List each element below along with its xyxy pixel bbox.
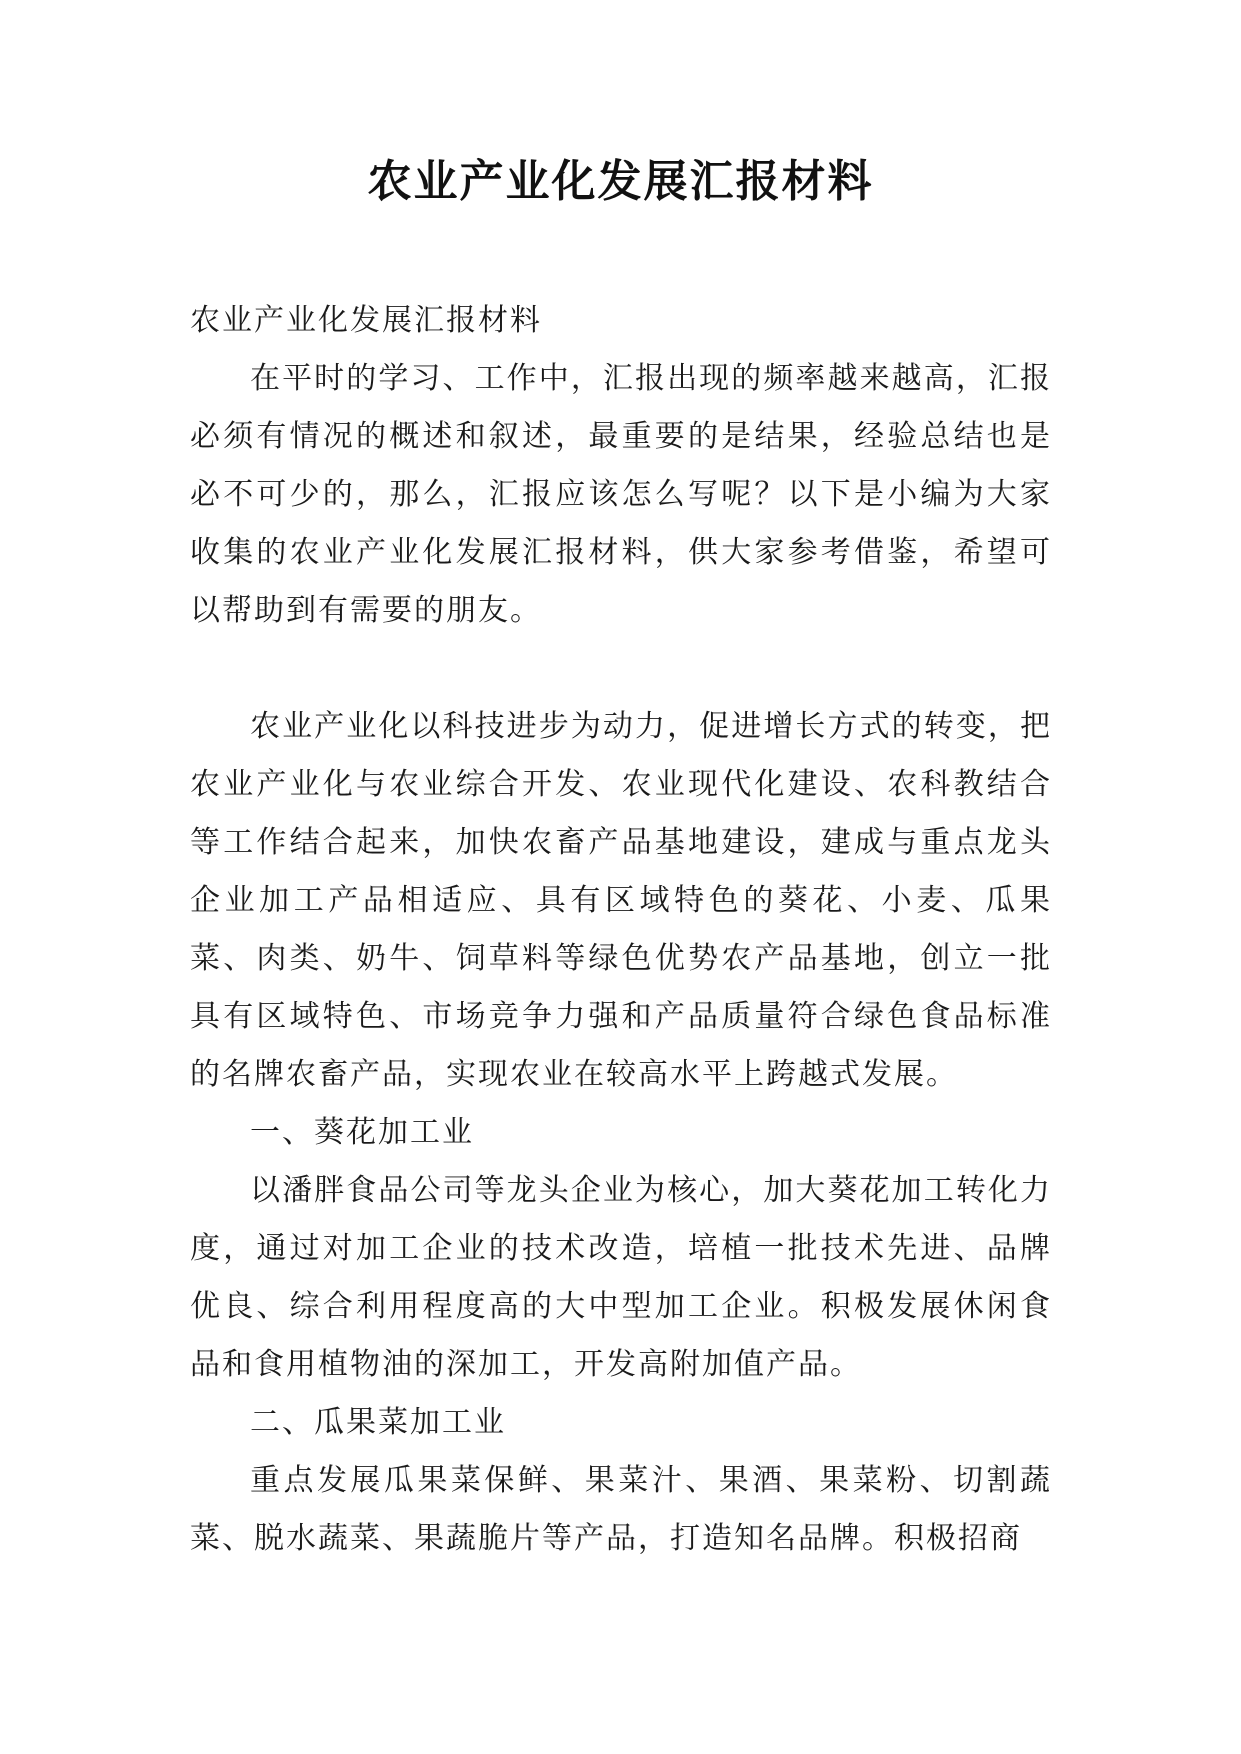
- document-title: 农业产业化发展汇报材料: [367, 156, 874, 207]
- main-paragraph: 农业产业化以科技进步为动力，促进增长方式的转变，把农业产业化与农业综合开发、农业现代化建设、农科教结合等工作结合起来，加快农畜产品基地建设，建成与重点龙头企业加工产品相适应、具有区域特色的葵花、小麦、瓜果菜、肉类、奶牛、饲草料等绿色优势农产品基地，创立一批具有区域特色、市场竞争力强和产品质量符合绿色食品标准的名牌农畜产品，实现农业在较高水平上跨越式发展。: [190, 709, 1052, 1092]
- produce-paragraph: 重点发展瓜果菜保鲜、果菜汁、果酒、果菜粉、切割蔬菜、脱水蔬菜、果蔬脆片等产品，打造知名品牌。积极招商: [190, 1463, 1052, 1556]
- document-body: [190, 292, 1052, 1568]
- document-subtitle: 农业产业化发展汇报材料: [190, 303, 542, 338]
- section-heading-sunflower: 一、葵花加工业: [250, 1115, 474, 1150]
- paragraph-spacer: [190, 640, 1052, 698]
- sunflower-paragraph: 以潘胖食品公司等龙头企业为核心，加大葵花加工转化力度，通过对加工企业的技术改造，培植一批技术先进、品牌优良、综合利用程度高的大中型加工企业。积极发展休闲食品和食用植物油的深加工，开发高附加值产品。: [190, 1173, 1052, 1382]
- intro-paragraph: 在平时的学习、工作中，汇报出现的频率越来越高，汇报必须有情况的概述和叙述，最重要的是结果，经验总结也是必不可少的，那么，汇报应该怎么写呢？以下是小编为大家收集的农业产业化发展汇报材料，供大家参考借鉴，希望可以帮助到有需要的朋友。: [190, 361, 1052, 628]
- section-heading-produce: 二、瓜果菜加工业: [250, 1405, 506, 1440]
